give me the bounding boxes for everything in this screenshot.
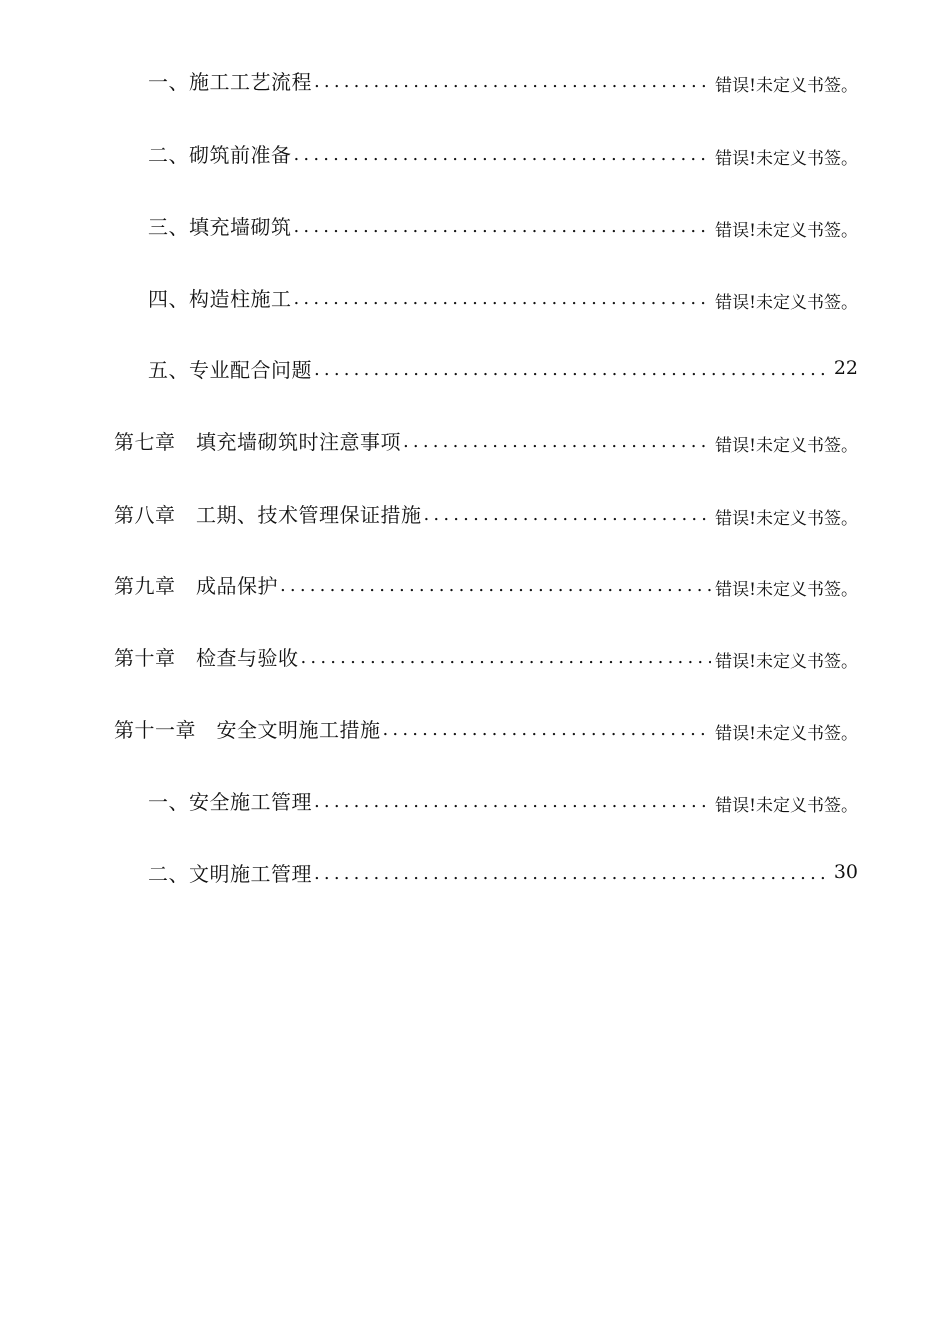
toc-entry-masonry-preparation[interactable] [0,135,950,171]
toc-entry-title: 第九章 成品保护 [114,573,278,598]
toc-entry-structural-column[interactable] [0,279,950,315]
toc-entry-page: 错误!未定义书签。 [715,220,858,241]
dot-leader [294,144,712,165]
dot-leader [383,719,712,740]
dot-leader [403,431,711,452]
toc-entry-title: 二、文明施工管理 [148,861,312,886]
toc-entry-safety-management[interactable] [0,782,950,818]
toc-entry-title: 第八章 工期、技术管理保证措施 [114,502,422,527]
dot-leader [314,863,830,884]
toc-entry-page: 错误!未定义书签。 [715,148,858,169]
toc-entry-page: 错误!未定义书签。 [715,435,858,456]
toc-entry-title: 五、专业配合问题 [148,357,312,382]
dot-leader [314,791,711,812]
toc-entry-title: 二、砌筑前准备 [148,142,292,167]
dot-leader [294,216,712,237]
toc-entry-civilized-construction[interactable] [0,854,950,890]
toc-entry-page: 错误!未定义书签。 [715,75,858,96]
toc-entry-page: 错误!未定义书签。 [715,508,858,529]
toc-entry-title: 第十一章 安全文明施工措施 [114,717,381,742]
toc-entry-construction-process[interactable] [0,62,950,98]
toc-entry-title: 一、安全施工管理 [148,789,312,814]
toc-entry-page: 错误!未定义书签。 [715,292,858,313]
toc-entry-title: 三、填充墙砌筑 [148,214,292,239]
dot-leader [301,647,712,668]
toc-entry-chapter-10[interactable] [0,638,950,674]
toc-entry-professional-coordination[interactable] [0,350,950,386]
dot-leader [314,359,830,380]
toc-entry-chapter-7[interactable] [0,422,950,458]
toc-entry-page: 22 [833,357,858,379]
toc-entry-title: 第十章 检查与验收 [114,645,299,670]
dot-leader [294,288,712,309]
toc-entry-infill-wall-masonry[interactable] [0,207,950,243]
toc-entry-chapter-11[interactable] [0,710,950,746]
toc-entry-page: 错误!未定义书签。 [715,579,858,600]
toc-entry-title: 一、施工工艺流程 [148,69,312,94]
toc-entry-page: 30 [833,861,858,883]
toc-entry-title: 第七章 填充墙砌筑时注意事项 [114,429,401,454]
dot-leader [314,71,711,92]
toc-entry-page: 错误!未定义书签。 [715,723,858,744]
toc-entry-page: 错误!未定义书签。 [715,651,858,672]
toc-entry-page: 错误!未定义书签。 [715,795,858,816]
dot-leader [280,575,711,596]
toc-entry-chapter-8[interactable] [0,495,950,531]
toc-entry-title: 四、构造柱施工 [148,286,292,311]
dot-leader [424,504,712,525]
toc-entry-chapter-9[interactable] [0,566,950,602]
